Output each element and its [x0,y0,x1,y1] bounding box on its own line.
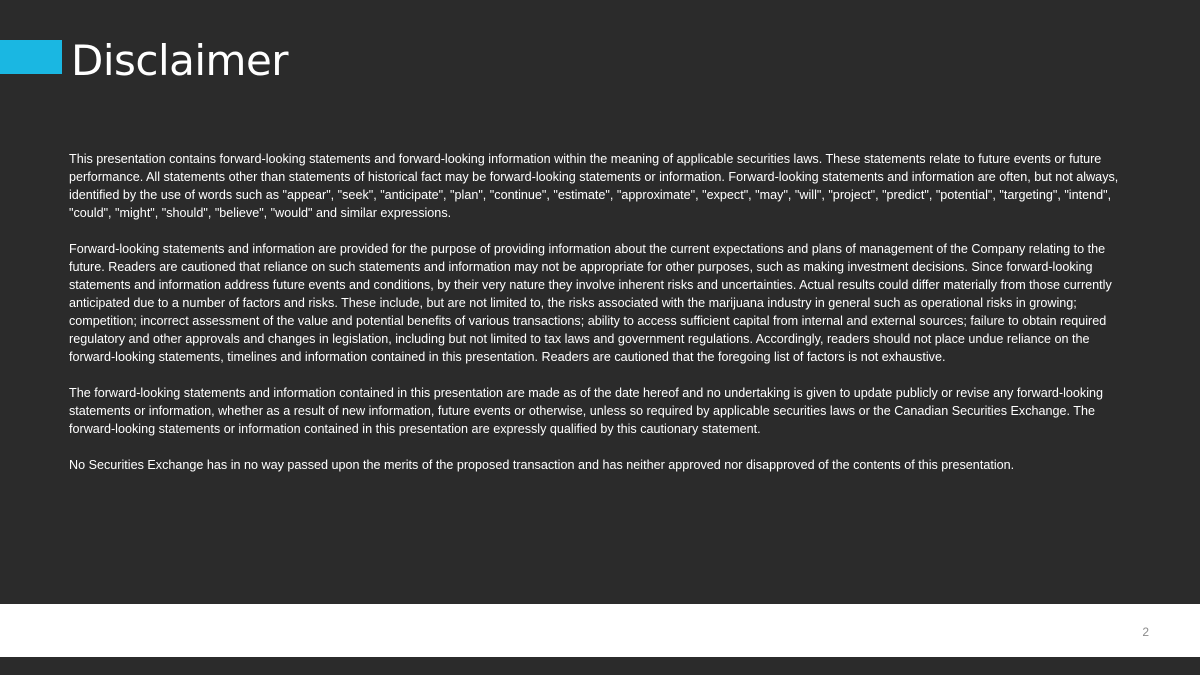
slide-title: Disclaimer [71,36,289,85]
disclaimer-paragraph-2: Forward-looking statements and information are provided for the purpose of providing information about the current expectations and plans of management of the Company relating to the future. Readers are cautioned that reliance on such statements and information may not be appropriate for other purposes, such as making investment decisions. Since forward-looking statements and information address future events and conditions, by their very nature they involve inherent risks and uncertainties. Actual results could differ materially from those currently anticipated due to a number of factors and risks. These include, but are not limited to, the risks associated with the marijuana industry in general such as operational risks in growing; competition; incorrect assessment of the value and potential benefits of various transactions; ability to access sufficient capital from internal and external sources; failure to obtain required regulatory and other approvals and changes in legislation, including but not limited to tax laws and government regulations. Accordingly, readers should not place undue reliance on the forward-looking statements, timelines and information contained in this presentation. Readers are cautioned that the foregoing list of factors is not exhaustive. [69,242,1112,364]
page-number: 2 [1142,625,1149,639]
disclaimer-body [69,150,1135,492]
disclaimer-paragraph-1: This presentation contains forward-looking statements and forward-looking information within the meaning of applicable securities laws. These statements relate to future events or future performance. All statements other than statements of historical fact may be forward-looking statements or information. Forward-looking statements and information are often, but not always, identified by the use of words such as "appear", "seek", "anticipate", "plan", "continue", "estimate", "approximate", "expect", "may", "will", "project", "predict", "potential", "targeting", "intend", "could", "might", "should", "believe", "would" and similar expressions. [69,152,1119,220]
disclaimer-paragraph-4: No Securities Exchange has in no way passed upon the merits of the proposed transaction and has neither approved nor disapproved of the contents of this presentation. [69,458,1015,472]
title-accent-bar [0,40,62,74]
slide-footer [0,604,1200,657]
disclaimer-paragraph-3: The forward-looking statements and information contained in this presentation are made as of the date hereof and no undertaking is given to update publicly or revise any forward-looking statements or information, whether as a result of new information, future events or otherwise, unless so required by applicable securities laws or the Canadian Securities Exchange. The forward-looking statements or information contained in this presentation are expressly qualified by this cautionary statement. [69,386,1103,436]
bottom-strip [0,657,1200,675]
